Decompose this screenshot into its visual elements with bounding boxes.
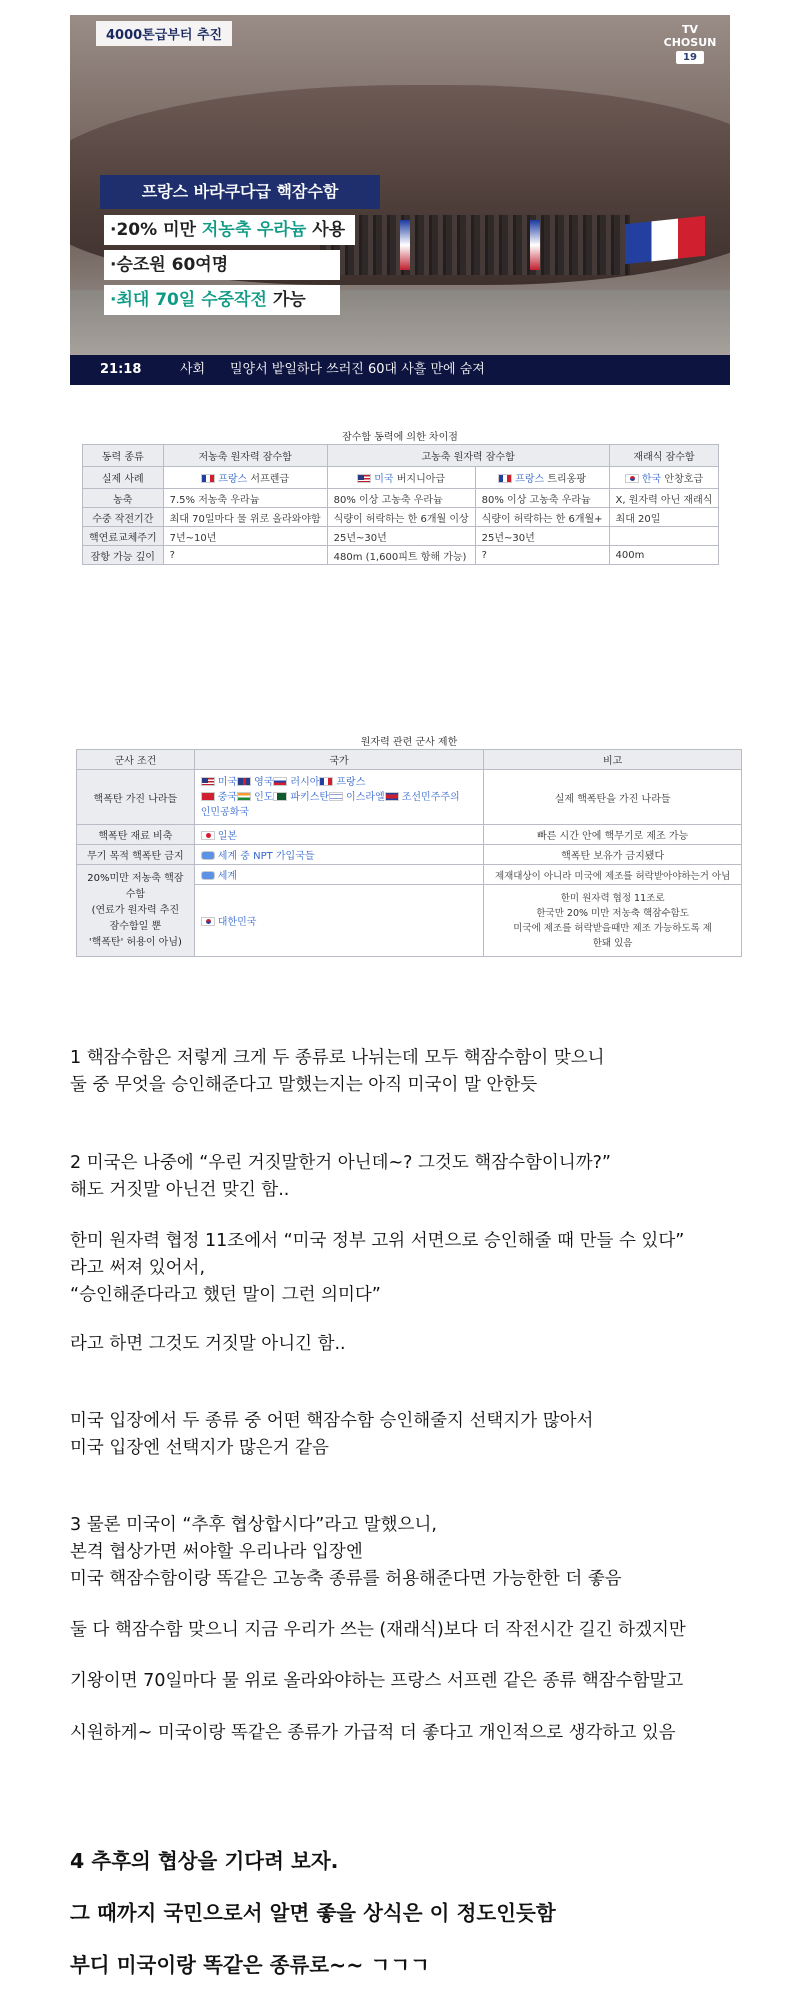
channel-number: 19	[676, 51, 704, 64]
flag-pole	[530, 220, 540, 270]
caption-line-3-highlight: ·최대 70일 수중작전	[110, 290, 267, 310]
link-pakistan[interactable]: 파키스탄	[290, 791, 330, 803]
china-flag-icon	[201, 792, 215, 801]
th-leu: 저농축 원자력 잠수함	[163, 445, 327, 467]
p5-line-1: 미국 입장에서 두 종류 중 어떤 핵잠수함 승인해줄지 선택지가 많아서	[70, 1411, 594, 1431]
usa-flag-icon	[201, 777, 215, 786]
korea-note-1: 한미 원자력 협정 11조로	[560, 892, 665, 904]
virginia-class: 버지니아급	[396, 474, 446, 485]
link-russia[interactable]: 러시아	[290, 776, 320, 788]
row-weapon-ban: 무기 목적 핵폭탄 금지	[77, 845, 195, 865]
leu-sub-cond-3: (연료가 원자력 추진	[91, 904, 180, 916]
leu-sub-cond-4: 잠수함일 뿐	[109, 920, 162, 932]
link-uk[interactable]: 영국	[254, 776, 274, 788]
row-leu-submarine	[77, 865, 195, 957]
cell-example-fr2	[475, 467, 609, 489]
korea-note-4: 한돼 있음	[592, 937, 633, 949]
israel-flag-icon	[329, 792, 343, 801]
korea-note-3: 미국에 제조를 허락받을때만 제조 가능하도록 제	[513, 922, 712, 934]
ticker-category: 사회	[180, 362, 206, 377]
russia-flag-icon	[273, 777, 287, 786]
paragraph-8: 기왕이면 70일마다 물 위로 올라와야하는 프랑스 서프렌 같은 종류 핵잠수함말고	[70, 1671, 684, 1691]
row-stockpile: 핵폭탄 재료 비축	[77, 825, 195, 845]
caption-title: 프랑스 바라쿠다급 핵잠수함	[100, 175, 380, 209]
cell-dive-leu: 최대 70일마다 물 위로 올라와야함	[163, 508, 327, 527]
caption-line-2: ·승조원 60여명	[104, 250, 340, 280]
th-note: 비고	[484, 750, 742, 770]
news-caption	[100, 175, 380, 315]
row-nuclear-states: 핵폭탄 가진 나라들	[77, 770, 195, 825]
cell-fuel-heu2: 25년~30년	[475, 527, 609, 546]
row-fuel-cycle: 핵연료교체주기	[83, 527, 164, 546]
news-ticker	[70, 355, 730, 385]
un-flag-icon	[201, 871, 215, 880]
leu-sub-cond-1: 20%미만 저농축 핵잠	[87, 872, 184, 884]
cell-enrich-conv: X, 원자력 아닌 재래식	[609, 489, 719, 508]
dosan-class: 안창호급	[664, 474, 704, 485]
p3-line-3: “승인해준다라고 했던 말이 그런 의미다”	[70, 1285, 381, 1305]
link-world[interactable]: 세계	[217, 871, 238, 882]
p6-line-3: 미국 핵잠수함이랑 똑같은 고농축 종류를 허용해준다면 가능한한 더 좋음	[70, 1569, 622, 1589]
pakistan-flag-icon	[273, 792, 287, 801]
paragraph-11: 그 때까지 국민으로서 알면 좋을 상식은 이 정도인듯함	[70, 1901, 556, 1925]
table1-title: 잠수함 동력에 의한 차이점	[342, 432, 458, 443]
news-screenshot	[70, 15, 730, 385]
th-conventional: 재래식 잠수함	[609, 445, 719, 467]
cell-depth-conv: 400m	[609, 546, 719, 565]
paragraph-10: 4 추후의 협상을 기다려 보자.	[70, 1849, 339, 1873]
p2-line-1: 2 미국은 나중에 “우린 거짓말한거 아닌데~? 그것도 핵잠수함이니까?”	[70, 1153, 611, 1173]
caption-line-1	[104, 215, 355, 245]
p6-line-2: 본격 협상가면 써야할 우리나라 입장엔	[70, 1542, 363, 1562]
link-korea[interactable]: 한국	[641, 474, 662, 485]
military-restriction-table	[76, 749, 742, 957]
french-flag	[625, 216, 705, 264]
triomphant-class: 트리옹팡	[547, 474, 586, 485]
channel-logo-text: TV CHOSUN	[663, 23, 717, 49]
cell-leu-world-note: 제재대상이 아니라 미국에 제조를 허락받아야하는거 아님	[484, 865, 742, 885]
cell-fuel-heu1: 25년~30년	[327, 527, 475, 546]
p1-line-2: 둘 중 무엇을 승인해준다고 말했는지는 아직 미국이 말 안한듯	[70, 1075, 538, 1095]
korea-flag-icon	[201, 917, 215, 926]
cell-dive-heu1: 식량이 허락하는 한 6개월 이상	[327, 508, 475, 527]
caption-line-1a: ·20% 미만	[110, 220, 202, 240]
cell-depth-leu: ?	[163, 546, 327, 565]
caption-line-3b: 가능	[266, 290, 306, 310]
leu-sub-cond-5: '핵폭탄' 허용이 아님)	[88, 936, 182, 948]
th-power: 동력 종류	[83, 445, 164, 467]
suffren-class: 서프렌급	[250, 474, 290, 485]
un-flag-icon	[201, 851, 215, 860]
link-north-korea-cont[interactable]: 인민공화국	[200, 806, 250, 818]
uk-flag-icon	[237, 777, 251, 786]
france-flag-icon	[319, 777, 333, 786]
row-example: 실제 사례	[83, 467, 164, 489]
paragraph-12: 부디 미국이랑 똑같은 종류로~~ ㄱㄱㄱ	[70, 1953, 430, 1977]
paragraph-6	[70, 1512, 622, 1593]
cell-example-kr	[609, 467, 719, 489]
cell-fuel-leu: 7년~10년	[163, 527, 327, 546]
paragraph-3	[70, 1228, 684, 1309]
th-country: 국가	[194, 750, 484, 770]
cell-leu-korea	[194, 885, 484, 957]
cell-depth-heu2: ?	[475, 546, 609, 565]
p5-line-2: 미국 입장엔 선택지가 많은거 같음	[70, 1438, 329, 1458]
news-top-label: 4000톤급부터 추진	[96, 21, 232, 46]
link-france[interactable]: 프랑스	[218, 474, 248, 485]
caption-line-1-highlight: 저농축 우라늄	[201, 220, 307, 240]
p6-line-1: 3 물론 미국이 “추후 협상합시다”라고 말했으니,	[70, 1515, 437, 1535]
row-dive-period: 수중 작전기간	[83, 508, 164, 527]
paragraph-2	[70, 1150, 611, 1204]
cell-weapon-ban-note: 핵폭탄 보유가 금지됐다	[484, 845, 742, 865]
p3-line-1: 한미 원자력 협정 11조에서 “미국 정부 고위 서면으로 승인해줄 때 만들 수 있다”	[70, 1231, 685, 1251]
link-usa[interactable]: 미국	[374, 474, 394, 485]
cell-enrich-heu1: 80% 이상 고농축 우라늄	[327, 489, 475, 508]
cell-dive-heu2: 식량이 허락하는 한 6개월+	[475, 508, 609, 527]
link-china[interactable]: 중국	[217, 791, 238, 803]
paragraph-7: 둘 다 핵잠수함 맞으니 지금 우리가 쓰는 (재래식)보다 더 작전시간 길긴 하겠지만	[70, 1620, 686, 1640]
cell-weapon-ban-country	[194, 845, 484, 865]
cell-enrich-leu: 7.5% 저농축 우라늄	[163, 489, 327, 508]
link-npt[interactable]: 세계 중 NPT 가입국들	[217, 851, 315, 862]
cell-nuclear-states-countries	[194, 770, 484, 825]
cell-leu-world	[194, 865, 484, 885]
caption-line-3	[104, 285, 340, 315]
table2-title: 원자력 관련 군사 제한	[360, 737, 458, 748]
france-flag-icon	[201, 474, 215, 483]
row-depth: 잠항 가능 깊이	[83, 546, 164, 565]
p4-line-1: 라고 하면 그것도 거짓말 아니긴 함..	[70, 1334, 346, 1354]
cell-example-fr	[163, 467, 327, 489]
paragraph-4	[70, 1331, 346, 1358]
korea-note-2: 한국만 20% 미만 저농축 핵잠수함도	[536, 907, 689, 919]
paragraph-5	[70, 1408, 593, 1462]
korea-flag-icon	[625, 474, 639, 483]
link-usa[interactable]: 미국	[217, 776, 238, 788]
row-enrichment: 농축	[83, 489, 164, 508]
north-korea-flag-icon	[385, 792, 399, 801]
channel-logo	[662, 23, 718, 64]
cell-leu-korea-note	[484, 885, 742, 957]
link-korea[interactable]: 대한민국	[217, 917, 257, 928]
cell-example-us	[327, 467, 475, 489]
cell-enrich-heu2: 80% 이상 고농축 우라늄	[475, 489, 609, 508]
ticker-time: 21:18	[100, 362, 142, 377]
cell-stockpile-note: 빠른 시간 안에 핵무기로 제조 가능	[484, 825, 742, 845]
th-heu: 고농축 원자력 잠수함	[327, 445, 609, 467]
japan-flag-icon	[201, 831, 215, 840]
link-japan[interactable]: 일본	[217, 831, 238, 842]
cell-stockpile-country	[194, 825, 484, 845]
p1-line-1: 1 핵잠수함은 저렇게 크게 두 종류로 나뉘는데 모두 핵잠수함이 맞으니	[70, 1048, 605, 1068]
link-north-korea[interactable]: 조선민주주의	[401, 791, 460, 803]
france-flag-icon	[498, 474, 512, 483]
cell-nuclear-states-note: 실제 핵폭탄을 가진 나라들	[484, 770, 742, 825]
p2-line-2: 해도 거짓말 아닌건 맞긴 함..	[70, 1180, 290, 1200]
link-france[interactable]: 프랑스	[515, 474, 545, 485]
cell-depth-heu1: 480m (1,600피트 항해 가능)	[327, 546, 475, 565]
ticker-headline: 밀양서 밭일하다 쓰러진 60대 사흘 만에 숨져	[230, 362, 485, 377]
cell-dive-conv: 최대 20일	[609, 508, 719, 527]
paragraph-9: 시원하게~ 미국이랑 똑같은 종류가 가급적 더 좋다고 개인적으로 생각하고 있음	[70, 1723, 676, 1743]
p3-line-2: 라고 써져 있어서,	[70, 1258, 206, 1278]
cell-fuel-conv	[609, 527, 719, 546]
caption-line-1b: 사용	[306, 220, 346, 240]
paragraph-1	[70, 1045, 605, 1099]
link-israel[interactable]: 이스라엘	[346, 791, 385, 803]
india-flag-icon	[237, 792, 251, 801]
link-india[interactable]: 인도	[254, 791, 274, 803]
flag-pole	[400, 220, 410, 270]
link-france[interactable]: 프랑스	[336, 776, 366, 788]
th-condition: 군사 조건	[77, 750, 195, 770]
submarine-power-table	[82, 444, 719, 565]
usa-flag-icon	[357, 474, 371, 483]
leu-sub-cond-2: 수함	[125, 888, 146, 900]
